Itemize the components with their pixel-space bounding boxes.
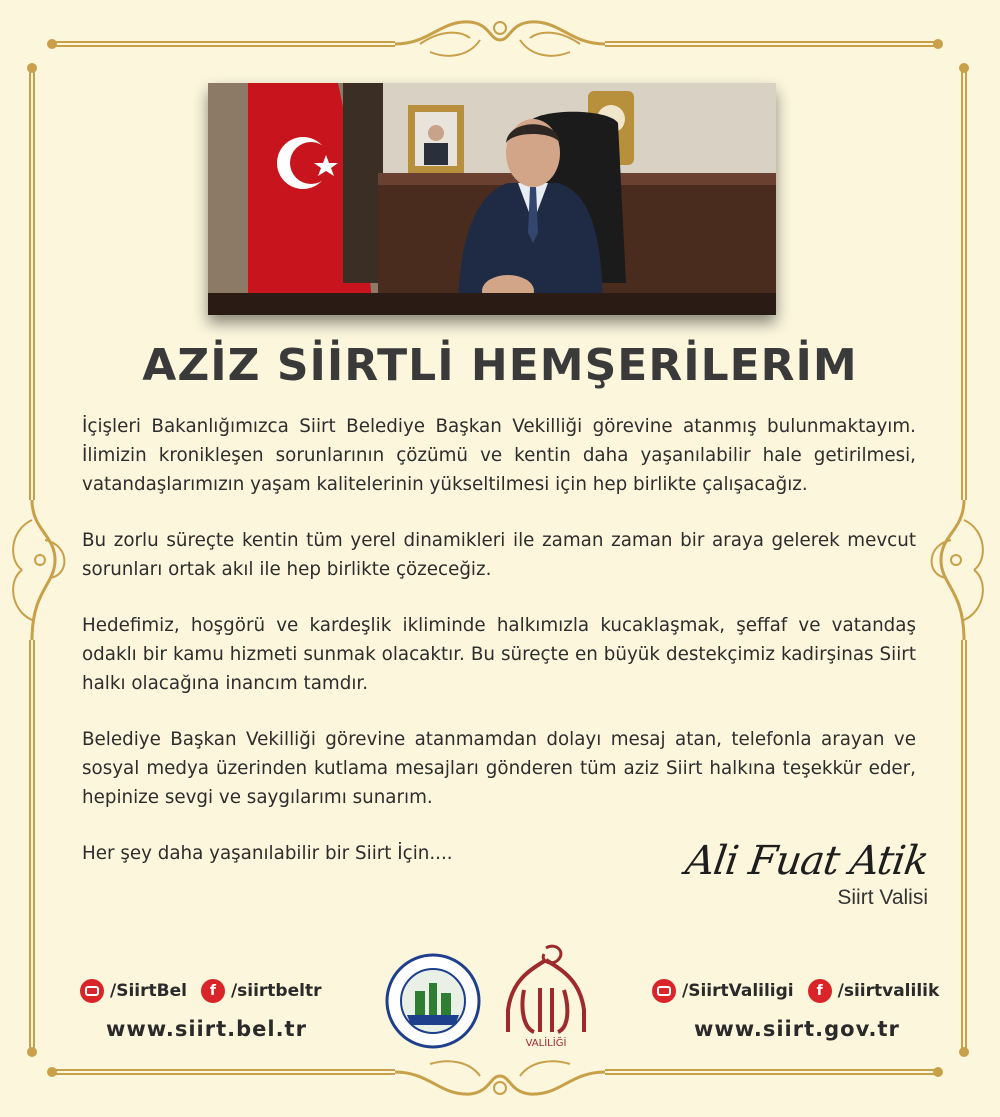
- website-municipality[interactable]: www.siirt.bel.tr: [106, 1017, 307, 1041]
- facebook-icon[interactable]: f: [201, 979, 225, 1003]
- closing-line: Her şey daha yaşanılabilir bir Siirt İçin....: [82, 843, 453, 864]
- twitter-handle-municipality[interactable]: /SiirtBel: [110, 981, 187, 1001]
- twitter-handle-governorship[interactable]: /SiirtValiligi: [682, 981, 794, 1001]
- valilik-logo-icon: [494, 940, 598, 1050]
- paragraph: Belediye Başkan Vekilliği görevine atanmamdan dolayı mesaj atan, telefonla arayan ve sosyal medya üzerinden kutlama mesajları gönderen tüm aziz Siirt halkına teşekkür eder, hepinize sevgi ve saygılarımı sunarım.: [82, 729, 916, 808]
- social-links-municipality: [80, 979, 321, 1003]
- signature-title: Siirt Valisi: [837, 886, 928, 909]
- facebook-handle-governorship[interactable]: /siirtvalilik: [837, 981, 940, 1001]
- valilik-logo-text: VALİLİĞİ: [525, 1038, 567, 1049]
- municipality-seal-icon: [385, 953, 481, 1049]
- website-governorship[interactable]: www.siirt.gov.tr: [694, 1017, 900, 1041]
- signature-name: Ali Fuat Atik: [683, 838, 932, 884]
- facebook-handle-municipality[interactable]: /siirtbeltr: [230, 981, 322, 1001]
- twitter-icon[interactable]: [80, 979, 104, 1003]
- facebook-icon[interactable]: f: [808, 979, 832, 1003]
- social-links-governorship: [652, 979, 939, 1003]
- governor-photo: [208, 83, 776, 315]
- twitter-icon[interactable]: [652, 979, 676, 1003]
- paragraph: Bu zorlu süreçte kentin tüm yerel dinamikleri ile zaman zaman bir araya gelerek mevcut sorunları ortak akıl ile hep birlikte çözeceğiz.: [82, 530, 916, 580]
- signature-block: [683, 838, 932, 910]
- paragraph: İçişleri Bakanlığımızca Siirt Belediye Başkan Vekilliği görevine atanmış bulunmaktayım. İlimizin kronikleşen sorunlarının çözümü ve kentin daha yaşanılabilir hale getirilmesi, vatandaşlarımızın yaşam kalitelerinin yükseltilmesi için hep birlikte çalışacağız.: [82, 416, 916, 495]
- paragraph: Hedefimiz, hoşgörü ve kardeşlik ikliminde halkımızla kucaklaşmak, şeffaf ve vatandaş odaklı bir kamu hizmeti sunmak olacaktır. Bu süreçte en büyük destekçimiz kadirşinas Siirt halkı olacağına inancım tamdır.: [82, 615, 916, 694]
- page-title: AZİZ SİİRTLİ HEMŞERİLERİM: [142, 340, 858, 391]
- letter-body: [82, 412, 916, 895]
